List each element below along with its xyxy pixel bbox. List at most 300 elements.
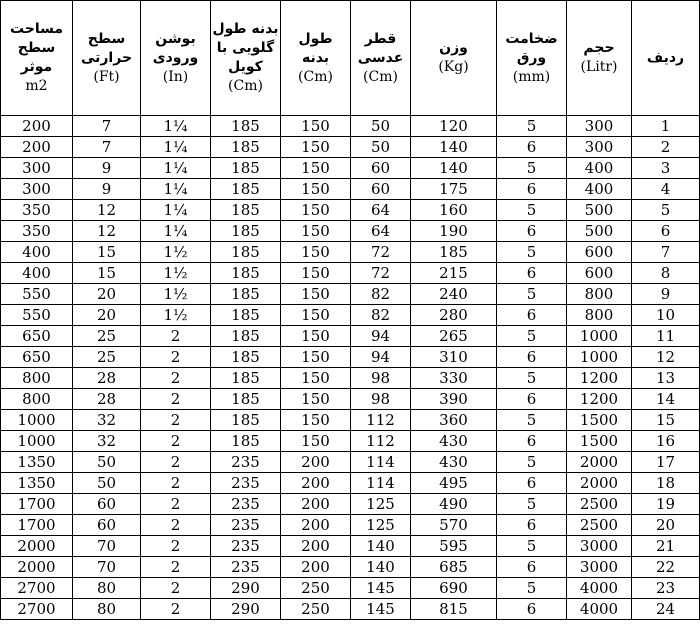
cell-body-length: 250 [281, 578, 351, 599]
cell-body-length: 150 [281, 326, 351, 347]
cell-thickness: 5 [497, 536, 567, 557]
cell-length-with-coil: 185 [211, 389, 281, 410]
cell-inlet: 1¼ [141, 200, 211, 221]
cell-row: 8 [632, 263, 700, 284]
cell-heat-surface: 80 [73, 578, 141, 599]
cell-volume: 1000 [567, 326, 632, 347]
column-header-weight [411, 1, 497, 116]
cell-inlet: 2 [141, 515, 211, 536]
cell-row: 24 [632, 599, 700, 620]
cell-weight: 430 [411, 452, 497, 473]
cell-heat-surface: 12 [73, 200, 141, 221]
cell-length-with-coil: 185 [211, 221, 281, 242]
cell-thickness: 5 [497, 284, 567, 305]
cell-heat-surface: 20 [73, 284, 141, 305]
cell-effective-area: 400 [1, 263, 73, 284]
cell-row: 5 [632, 200, 700, 221]
cell-diameter: 140 [351, 536, 411, 557]
cell-inlet: 2 [141, 389, 211, 410]
cell-diameter: 50 [351, 137, 411, 158]
table-row [1, 242, 700, 263]
cell-weight: 570 [411, 515, 497, 536]
cell-thickness: 6 [497, 557, 567, 578]
cell-weight: 595 [411, 536, 497, 557]
cell-body-length: 200 [281, 473, 351, 494]
cell-thickness: 6 [497, 515, 567, 536]
cell-effective-area: 300 [1, 158, 73, 179]
cell-body-length: 150 [281, 221, 351, 242]
cell-heat-surface: 9 [73, 158, 141, 179]
cell-thickness: 6 [497, 179, 567, 200]
cell-effective-area: 2700 [1, 599, 73, 620]
cell-weight: 690 [411, 578, 497, 599]
cell-volume: 2500 [567, 494, 632, 515]
cell-weight: 390 [411, 389, 497, 410]
cell-inlet: 2 [141, 326, 211, 347]
cell-weight: 120 [411, 116, 497, 137]
cell-row: 18 [632, 473, 700, 494]
column-header-text: موثر [20, 59, 53, 75]
cell-inlet: 2 [141, 599, 211, 620]
cell-diameter: 60 [351, 158, 411, 179]
cell-body-length: 150 [281, 431, 351, 452]
cell-heat-surface: 9 [73, 179, 141, 200]
cell-length-with-coil: 235 [211, 536, 281, 557]
cell-length-with-coil: 235 [211, 494, 281, 515]
column-unit: (Ft) [93, 68, 120, 85]
table-row [1, 431, 700, 452]
cell-effective-area: 2000 [1, 536, 73, 557]
cell-volume: 1200 [567, 389, 632, 410]
column-header-text: ورودی [152, 49, 199, 66]
cell-effective-area: 350 [1, 200, 73, 221]
cell-row: 4 [632, 179, 700, 200]
column-header-text: ردیف [646, 49, 685, 66]
cell-weight: 265 [411, 326, 497, 347]
column-header-body-length [281, 1, 351, 116]
table-row [1, 200, 700, 221]
cell-volume: 300 [567, 116, 632, 137]
cell-diameter: 98 [351, 368, 411, 389]
cell-thickness: 6 [497, 347, 567, 368]
cell-effective-area: 1350 [1, 452, 73, 473]
column-header-text: حجم [583, 40, 615, 56]
table-row [1, 326, 700, 347]
cell-body-length: 150 [281, 200, 351, 221]
column-header-volume [567, 1, 632, 116]
cell-row: 20 [632, 515, 700, 536]
cell-effective-area: 300 [1, 179, 73, 200]
cell-weight: 495 [411, 473, 497, 494]
cell-heat-surface: 15 [73, 263, 141, 284]
cell-row: 7 [632, 242, 700, 263]
cell-weight: 240 [411, 284, 497, 305]
cell-weight: 280 [411, 305, 497, 326]
cell-thickness: 5 [497, 158, 567, 179]
table-row [1, 347, 700, 368]
column-header-text: حرارتی [80, 49, 133, 66]
cell-weight: 140 [411, 137, 497, 158]
cell-weight: 160 [411, 200, 497, 221]
cell-heat-surface: 28 [73, 389, 141, 410]
table-row [1, 599, 700, 620]
cell-effective-area: 650 [1, 347, 73, 368]
cell-row: 6 [632, 221, 700, 242]
cell-length-with-coil: 185 [211, 368, 281, 389]
cell-volume: 800 [567, 284, 632, 305]
cell-thickness: 5 [497, 116, 567, 137]
cell-volume: 4000 [567, 599, 632, 620]
column-header-text: ضخامت [505, 30, 558, 47]
cell-body-length: 200 [281, 515, 351, 536]
table-row [1, 137, 700, 158]
cell-weight: 190 [411, 221, 497, 242]
cell-effective-area: 800 [1, 389, 73, 410]
cell-heat-surface: 15 [73, 242, 141, 263]
column-unit: (Cm) [298, 68, 333, 85]
cell-inlet: 2 [141, 368, 211, 389]
cell-thickness: 6 [497, 599, 567, 620]
cell-effective-area: 1700 [1, 515, 73, 536]
cell-heat-surface: 70 [73, 557, 141, 578]
column-header-text: وزن [439, 40, 468, 56]
cell-row: 14 [632, 389, 700, 410]
cell-heat-surface: 7 [73, 137, 141, 158]
column-header-thickness [497, 1, 567, 116]
cell-body-length: 150 [281, 263, 351, 284]
cell-weight: 215 [411, 263, 497, 284]
column-unit: (mm) [512, 68, 551, 85]
column-header-text: عدسی [357, 49, 404, 66]
cell-volume: 2500 [567, 515, 632, 536]
cell-heat-surface: 25 [73, 326, 141, 347]
cell-effective-area: 1000 [1, 410, 73, 431]
cell-heat-surface: 80 [73, 599, 141, 620]
cell-thickness: 6 [497, 137, 567, 158]
cell-weight: 490 [411, 494, 497, 515]
cell-heat-surface: 32 [73, 431, 141, 452]
cell-length-with-coil: 235 [211, 473, 281, 494]
cell-volume: 400 [567, 179, 632, 200]
cell-length-with-coil: 185 [211, 116, 281, 137]
cell-weight: 175 [411, 179, 497, 200]
column-unit: (Litr) [580, 59, 618, 75]
cell-heat-surface: 50 [73, 473, 141, 494]
cell-inlet: 2 [141, 494, 211, 515]
cell-effective-area: 350 [1, 221, 73, 242]
table-row [1, 536, 700, 557]
cell-length-with-coil: 185 [211, 305, 281, 326]
cell-body-length: 250 [281, 599, 351, 620]
cell-volume: 1500 [567, 410, 632, 431]
cell-row: 21 [632, 536, 700, 557]
cell-body-length: 200 [281, 536, 351, 557]
cell-thickness: 6 [497, 431, 567, 452]
column-header-row [632, 1, 700, 116]
cell-diameter: 82 [351, 305, 411, 326]
cell-weight: 330 [411, 368, 497, 389]
cell-length-with-coil: 235 [211, 452, 281, 473]
cell-diameter: 112 [351, 410, 411, 431]
cell-heat-surface: 7 [73, 116, 141, 137]
cell-body-length: 150 [281, 347, 351, 368]
table-body [1, 116, 700, 620]
cell-length-with-coil: 185 [211, 347, 281, 368]
cell-row: 3 [632, 158, 700, 179]
cell-heat-surface: 20 [73, 305, 141, 326]
column-header-heat-surface [73, 1, 141, 116]
cell-body-length: 150 [281, 137, 351, 158]
cell-row: 23 [632, 578, 700, 599]
cell-inlet: 1¼ [141, 179, 211, 200]
cell-volume: 600 [567, 263, 632, 284]
cell-body-length: 150 [281, 410, 351, 431]
table-row [1, 389, 700, 410]
column-header-text: بدنه [301, 49, 330, 66]
cell-inlet: 1¼ [141, 221, 211, 242]
cell-volume: 800 [567, 305, 632, 326]
cell-thickness: 6 [497, 389, 567, 410]
cell-length-with-coil: 185 [211, 242, 281, 263]
table-row [1, 158, 700, 179]
cell-volume: 4000 [567, 578, 632, 599]
cell-length-with-coil: 235 [211, 557, 281, 578]
cell-effective-area: 400 [1, 242, 73, 263]
column-header-diameter [351, 1, 411, 116]
table-row [1, 305, 700, 326]
table-row [1, 557, 700, 578]
column-header-length-with-coil [211, 1, 281, 116]
cell-thickness: 5 [497, 578, 567, 599]
cell-effective-area: 200 [1, 137, 73, 158]
cell-thickness: 5 [497, 494, 567, 515]
cell-inlet: 2 [141, 473, 211, 494]
cell-row: 13 [632, 368, 700, 389]
cell-length-with-coil: 185 [211, 431, 281, 452]
cell-diameter: 145 [351, 599, 411, 620]
table-row [1, 221, 700, 242]
table-row [1, 116, 700, 137]
cell-row: 9 [632, 284, 700, 305]
cell-row: 1 [632, 116, 700, 137]
cell-diameter: 94 [351, 326, 411, 347]
cell-body-length: 150 [281, 179, 351, 200]
cell-diameter: 140 [351, 557, 411, 578]
cell-heat-surface: 32 [73, 410, 141, 431]
cell-inlet: 1¼ [141, 158, 211, 179]
table-header [1, 1, 700, 116]
cell-diameter: 82 [351, 284, 411, 305]
cell-diameter: 145 [351, 578, 411, 599]
column-unit: m2 [25, 78, 48, 94]
cell-length-with-coil: 290 [211, 599, 281, 620]
cell-weight: 310 [411, 347, 497, 368]
cell-body-length: 150 [281, 284, 351, 305]
cell-row: 10 [632, 305, 700, 326]
cell-volume: 2000 [567, 473, 632, 494]
cell-volume: 400 [567, 158, 632, 179]
cell-length-with-coil: 185 [211, 137, 281, 158]
cell-thickness: 5 [497, 368, 567, 389]
column-header-text: بوشن [155, 30, 196, 47]
cell-inlet: 1½ [141, 242, 211, 263]
table-row [1, 179, 700, 200]
column-header-text: سطح [87, 30, 126, 47]
cell-inlet: 1¼ [141, 116, 211, 137]
cell-heat-surface: 60 [73, 494, 141, 515]
cell-effective-area: 2000 [1, 557, 73, 578]
cell-body-length: 200 [281, 557, 351, 578]
column-header-effective-area [1, 1, 73, 116]
cell-volume: 500 [567, 221, 632, 242]
table-row [1, 515, 700, 536]
cell-effective-area: 1350 [1, 473, 73, 494]
cell-inlet: 1½ [141, 305, 211, 326]
cell-volume: 2000 [567, 452, 632, 473]
cell-heat-surface: 28 [73, 368, 141, 389]
table-row [1, 473, 700, 494]
cell-body-length: 200 [281, 452, 351, 473]
table-row [1, 263, 700, 284]
column-header-text: کویل [228, 59, 263, 75]
cell-effective-area: 1000 [1, 431, 73, 452]
cell-volume: 1500 [567, 431, 632, 452]
cell-inlet: 2 [141, 536, 211, 557]
cell-body-length: 150 [281, 242, 351, 263]
cell-diameter: 64 [351, 221, 411, 242]
cell-volume: 3000 [567, 536, 632, 557]
cell-inlet: 2 [141, 557, 211, 578]
cell-body-length: 150 [281, 305, 351, 326]
cell-diameter: 114 [351, 473, 411, 494]
table-row [1, 410, 700, 431]
cell-body-length: 200 [281, 494, 351, 515]
cell-weight: 430 [411, 431, 497, 452]
cell-inlet: 2 [141, 431, 211, 452]
cell-volume: 1000 [567, 347, 632, 368]
header-row [1, 1, 700, 116]
cell-length-with-coil: 185 [211, 158, 281, 179]
cell-effective-area: 550 [1, 305, 73, 326]
cell-thickness: 6 [497, 263, 567, 284]
cell-inlet: 1¼ [141, 137, 211, 158]
cell-row: 19 [632, 494, 700, 515]
cell-effective-area: 200 [1, 116, 73, 137]
cell-row: 22 [632, 557, 700, 578]
cell-volume: 500 [567, 200, 632, 221]
column-header-text: ورق [516, 49, 547, 66]
cell-thickness: 5 [497, 410, 567, 431]
cell-thickness: 5 [497, 242, 567, 263]
column-header-text: بدنه طول [212, 21, 279, 37]
cell-diameter: 50 [351, 116, 411, 137]
cell-volume: 600 [567, 242, 632, 263]
column-header-inlet [141, 1, 211, 116]
cell-diameter: 72 [351, 263, 411, 284]
table-row [1, 284, 700, 305]
cell-diameter: 64 [351, 200, 411, 221]
cell-length-with-coil: 185 [211, 326, 281, 347]
cell-effective-area: 550 [1, 284, 73, 305]
column-header-text: مساحت [9, 21, 64, 37]
cell-row: 12 [632, 347, 700, 368]
cell-length-with-coil: 185 [211, 410, 281, 431]
cell-heat-surface: 60 [73, 515, 141, 536]
cell-inlet: 1½ [141, 263, 211, 284]
cell-diameter: 98 [351, 389, 411, 410]
cell-thickness: 5 [497, 452, 567, 473]
column-unit: (In) [162, 68, 189, 85]
cell-length-with-coil: 185 [211, 200, 281, 221]
cell-row: 17 [632, 452, 700, 473]
column-unit: (Cm) [228, 78, 263, 94]
cell-weight: 360 [411, 410, 497, 431]
cell-volume: 3000 [567, 557, 632, 578]
cell-length-with-coil: 185 [211, 179, 281, 200]
cell-diameter: 125 [351, 494, 411, 515]
cell-inlet: 2 [141, 410, 211, 431]
cell-inlet: 2 [141, 452, 211, 473]
table-row [1, 578, 700, 599]
column-header-text: گلویی با [216, 40, 275, 56]
cell-body-length: 150 [281, 158, 351, 179]
cell-thickness: 5 [497, 200, 567, 221]
cell-row: 16 [632, 431, 700, 452]
cell-diameter: 125 [351, 515, 411, 536]
cell-body-length: 150 [281, 116, 351, 137]
cell-thickness: 6 [497, 221, 567, 242]
cell-heat-surface: 25 [73, 347, 141, 368]
cell-diameter: 112 [351, 431, 411, 452]
cell-length-with-coil: 290 [211, 578, 281, 599]
cell-body-length: 150 [281, 389, 351, 410]
table-row [1, 494, 700, 515]
cell-volume: 1200 [567, 368, 632, 389]
table-row [1, 368, 700, 389]
cell-row: 15 [632, 410, 700, 431]
cell-weight: 815 [411, 599, 497, 620]
column-unit: (Cm) [363, 68, 398, 85]
cell-diameter: 94 [351, 347, 411, 368]
column-unit: (Kg) [438, 59, 469, 75]
cell-row: 2 [632, 137, 700, 158]
column-header-text: سطح [17, 40, 56, 56]
column-header-text: طول [298, 30, 333, 47]
cell-effective-area: 1700 [1, 494, 73, 515]
cell-effective-area: 800 [1, 368, 73, 389]
cell-diameter: 60 [351, 179, 411, 200]
cell-row: 11 [632, 326, 700, 347]
cell-length-with-coil: 185 [211, 284, 281, 305]
cell-effective-area: 2700 [1, 578, 73, 599]
cell-length-with-coil: 235 [211, 515, 281, 536]
cell-effective-area: 650 [1, 326, 73, 347]
cell-heat-surface: 12 [73, 221, 141, 242]
cell-weight: 685 [411, 557, 497, 578]
cell-diameter: 114 [351, 452, 411, 473]
table-row [1, 452, 700, 473]
cell-body-length: 150 [281, 368, 351, 389]
column-header-text: قطر [364, 30, 397, 47]
cell-thickness: 5 [497, 326, 567, 347]
cell-heat-surface: 50 [73, 452, 141, 473]
cell-length-with-coil: 185 [211, 263, 281, 284]
cell-weight: 185 [411, 242, 497, 263]
cell-thickness: 6 [497, 473, 567, 494]
cell-diameter: 72 [351, 242, 411, 263]
cell-volume: 300 [567, 137, 632, 158]
cell-thickness: 6 [497, 305, 567, 326]
